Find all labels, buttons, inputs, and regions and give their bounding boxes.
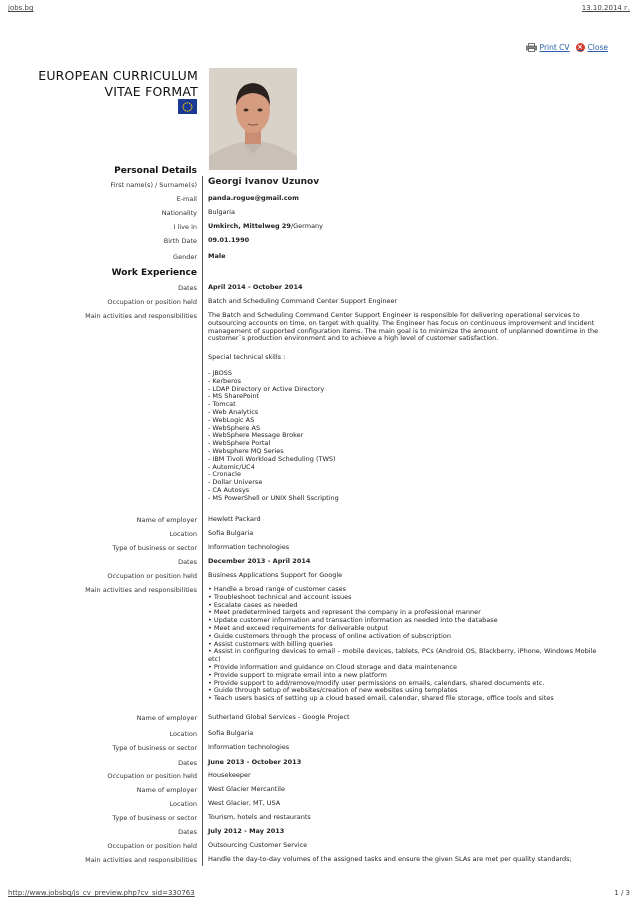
address-country: /Germany <box>290 222 324 230</box>
label-birth: Birth Date <box>163 237 197 245</box>
job3-employer: West Glacier Mercantile <box>208 785 285 793</box>
list-item: • Meet and exceed requirements for deliverable output <box>208 623 389 632</box>
label-dates: Dates <box>178 558 197 566</box>
label-location: Location <box>169 530 197 538</box>
list-item: - MS SharePoint <box>208 392 260 401</box>
label-occupation: Occupation or position held <box>107 842 197 850</box>
job2-activities-list <box>208 586 603 703</box>
label-location: Location <box>169 800 197 808</box>
label-business: Type of business or sector <box>112 814 197 822</box>
list-item: - MS PowerShell or UNIX Shell Sscripting <box>208 493 339 502</box>
list-item: - WebSphere Portal <box>208 439 271 448</box>
label-activities: Main activities and responsibilities <box>85 586 197 594</box>
list-item: - WebSphere Message Broker <box>208 431 304 440</box>
list-item: - WebLogic AS <box>208 415 255 424</box>
page-url[interactable]: http://www.jobsbg/js_cv_preview.php?cv_sid=330763 <box>8 889 195 897</box>
job3-business: Tourism, hotels and restaurants <box>208 813 311 821</box>
full-name: Georgi Ivanov Uzunov <box>208 177 320 187</box>
job1-business: Information technologies <box>208 543 290 551</box>
list-item: • Provide information and guidance on Cloud storage and data maintenance <box>208 662 457 671</box>
close-icon: × <box>577 43 583 51</box>
label-occupation: Occupation or position held <box>107 298 197 306</box>
address-value <box>208 223 603 231</box>
job1-occupation: Batch and Scheduling Command Center Support Engineer <box>208 297 398 305</box>
cv-actions <box>526 43 608 52</box>
label-dates: Dates <box>178 759 197 767</box>
list-item: • Teach users basics of setting up a cloud based email, calendar, shared file storage, office tools and sites <box>208 694 554 703</box>
list-item: - Cronacle <box>208 470 241 479</box>
page-header <box>8 4 630 14</box>
list-item: - Web Analytics <box>208 407 259 416</box>
label-location: Location <box>169 730 197 738</box>
cv-title-line1: EUROPEAN CURRICULUM <box>38 68 198 83</box>
list-item: • Meet predetermined targets and represent the company in a professional manner <box>208 608 481 617</box>
email-value[interactable]: panda.rogue@gmail.com <box>208 194 299 202</box>
label-live: I live in <box>173 223 197 231</box>
print-cv-link[interactable] <box>526 43 570 52</box>
list-item: - Tomcat <box>208 400 236 409</box>
birth-value: 09.01.1990 <box>208 236 250 244</box>
personal-details-heading: Personal Details <box>114 166 197 176</box>
label-employer: Name of employer <box>136 714 197 722</box>
list-item: • Assist customers with billing queries <box>208 639 333 648</box>
job4-dates: July 2012 - May 2013 <box>208 827 285 835</box>
cv-title-line2: VITAE FORMAT <box>104 84 198 99</box>
close-link[interactable] <box>576 43 608 52</box>
label-email: E-mail <box>176 195 197 203</box>
list-item: • Provide support to add/remove/modify user permissions on emails, calendars, shared documents etc. <box>208 678 545 687</box>
job2-employer: Sutherland Global Services - Google Project <box>208 713 350 721</box>
list-item: - WebSphere AS <box>208 423 261 432</box>
cv-title <box>36 68 198 100</box>
list-item: - IBM Tivoli Workload Scheduling (TWS) <box>208 454 336 463</box>
list-item: • Escalate cases as needed <box>208 600 298 609</box>
job1-skills-title: Special technical skills : <box>208 353 286 361</box>
job4-occupation: Outsourcing Customer Service <box>208 841 308 849</box>
label-nationality: Nationality <box>161 209 197 217</box>
gender-value: Male <box>208 252 226 260</box>
site-link[interactable]: jobs.bg <box>8 4 34 12</box>
job4-activities: Handle the day-to-day volumes of the assigned tasks and ensure the given SLAs are met per quality standards; <box>208 855 572 863</box>
print-date: 13.10.2014 г. <box>581 4 630 12</box>
list-item: • Handle a broad range of customer cases <box>208 585 347 593</box>
list-item: - Dollar Universe <box>208 478 263 487</box>
list-item: • Provide support to migrate email into a new platform <box>208 670 387 679</box>
list-item: - Automic/UC4 <box>208 462 255 471</box>
list-item: - LDAP Directory or Active Directory <box>208 384 325 393</box>
page-number: 1 / 3 <box>614 889 630 897</box>
list-item: • Guide customers through the process of online activation of subscription <box>208 631 451 640</box>
label-employer: Name of employer <box>136 516 197 524</box>
list-item: • Assist in configuring devices to email – mobile devices, tablets, PCs (Android OS, Blackberry, iPhone, Windows Mobile etc) <box>208 647 597 664</box>
job1-employer: Hewlett Packard <box>208 515 261 523</box>
list-item: • Troubleshoot technical and account issues <box>208 592 352 601</box>
job3-occupation: Housekeeper <box>208 771 251 779</box>
column-divider <box>202 176 203 866</box>
page-footer <box>8 889 630 899</box>
job2-dates: December 2013 - April 2014 <box>208 557 311 565</box>
job1-dates: April 2014 - October 2014 <box>208 283 303 291</box>
print-cv-label: Print CV <box>539 43 570 52</box>
list-item: • Update customer information and transaction information as needed into the database <box>208 616 498 625</box>
job2-occupation: Business Applications Support for Google <box>208 571 343 579</box>
job3-location: West Glacier, MT, USA <box>208 799 281 807</box>
job2-business: Information technologies <box>208 743 290 751</box>
label-occupation: Occupation or position held <box>107 772 197 780</box>
eu-flag-icon <box>178 99 197 113</box>
address-city: Umkirch, Mittelweg 29 <box>208 222 291 230</box>
list-item: - Websphere MQ Series <box>208 446 284 455</box>
label-employer: Name of employer <box>136 786 197 794</box>
label-business: Type of business or sector <box>112 744 197 752</box>
list-item: - CA Autosys <box>208 485 250 494</box>
list-item: - JBOSS <box>208 369 233 377</box>
label-gender: Gender <box>173 253 197 261</box>
job3-dates: June 2013 - October 2013 <box>208 758 302 766</box>
job2-location: Sofia Bulgaria <box>208 729 254 737</box>
nationality-value: Bulgaria <box>208 208 235 216</box>
profile-photo <box>209 68 297 170</box>
label-dates: Dates <box>178 828 197 836</box>
label-name: First name(s) / Surname(s) <box>110 181 197 189</box>
close-label: Close <box>587 43 608 52</box>
list-item: • Guide through setup of websites/creation of new websites using templates <box>208 686 458 695</box>
job1-location: Sofia Bulgaria <box>208 529 254 537</box>
list-item: - Kerberos <box>208 376 242 385</box>
job1-skills-list <box>208 370 603 503</box>
printer-icon <box>526 43 537 52</box>
label-activities: Main activities and responsibilities <box>85 856 197 864</box>
label-business: Type of business or sector <box>112 544 197 552</box>
label-activities: Main activities and responsibilities <box>85 312 197 320</box>
job1-description: The Batch and Scheduling Command Center Support Engineer is responsible for delivering operational services to outsourcing accounts on time, on target with quality. The Engineer has focus on continuous improvement and Incident management of supported configuration items. The main goal is to minimize the amount of unplanned downtime in the customer`s production environment and to achieve a high level of customer satisfaction. <box>208 311 599 343</box>
label-occupation: Occupation or position held <box>107 572 197 580</box>
work-experience-heading: Work Experience <box>111 268 197 278</box>
label-dates: Dates <box>178 284 197 292</box>
